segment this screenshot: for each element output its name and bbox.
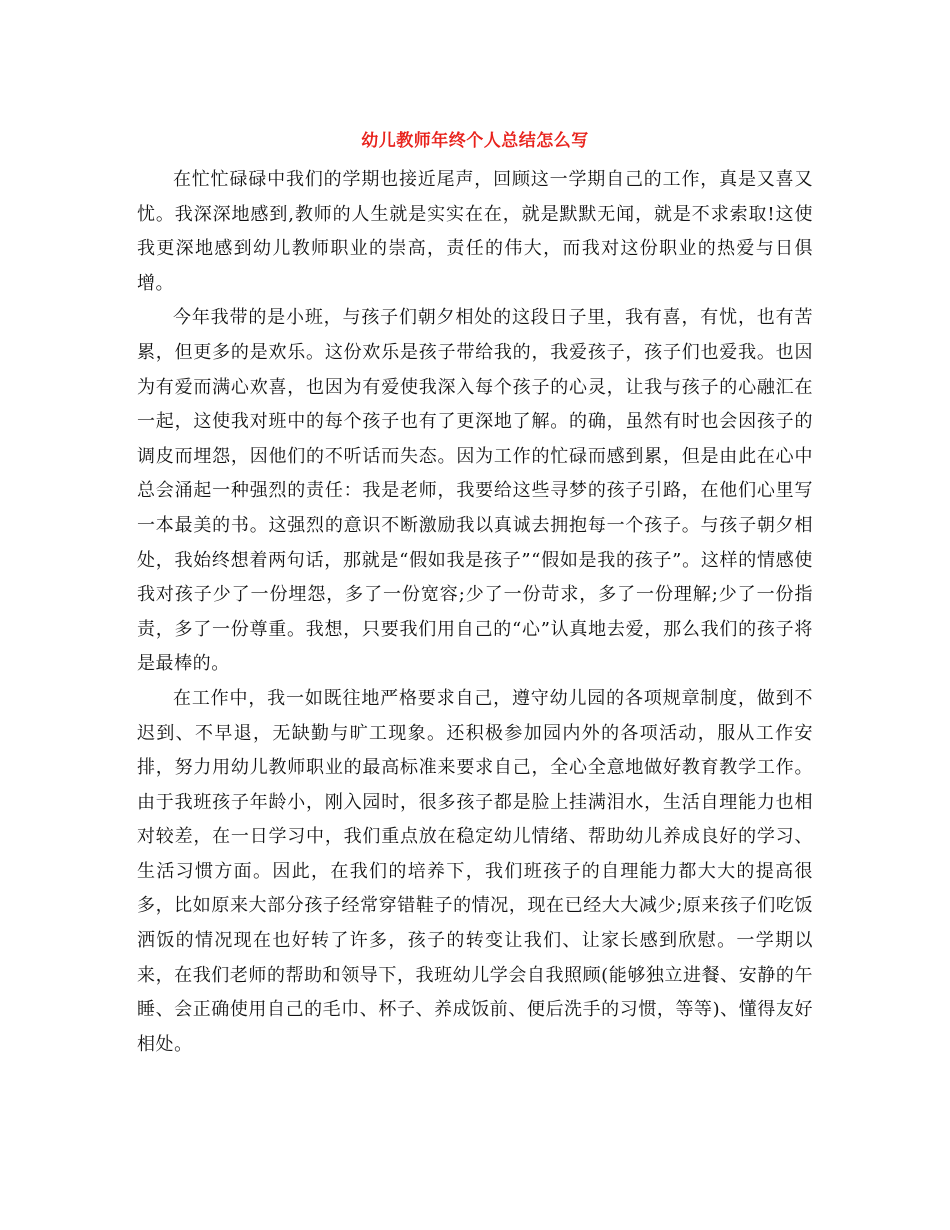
document-body [137, 163, 813, 1062]
paragraph-intro: 在忙忙碌碌中我们的学期也接近尾声，回顾这一学期自己的工作，真是又喜又忧。我深深地感到,教师的人生就是实实在在，就是默默无闻，就是不求索取!这使我更深地感到幼儿教师职业的崇高，责任的伟大，而我对这份职业的热爱与日俱增。 [137, 169, 813, 294]
paragraph-class-experience: 今年我带的是小班，与孩子们朝夕相处的这段日子里，我有喜，有忧，也有苦累，但更多的是欢乐。这份欢乐是孩子带给我的，我爱孩子，孩子们也爱我。也因为有爱而满心欢喜，也因为有爱使我深入每个孩子的心灵，让我与孩子的心融汇在一起，这使我对班中的每个孩子也有了更深地了解。的确，虽然有时也会因孩子的调皮而埋怨，因他们的不听话而失态。因为工作的忙碌而感到累，但是由此在心中总会涌起一种强烈的责任：我是老师，我要给这些寻梦的孩子引路，在他们心里写一本最美的书。这强烈的意识不断激励我以真诚去拥抱每一个孩子。与孩子朝夕相处，我始终想着两句话，那就是“假如我是孩子”“假如是我的孩子”。这样的情感使我对孩子少了一份埋怨，多了一份宽容;少了一份苛求，多了一份理解;少了一份指责，多了一份尊重。我想，只要我们用自己的“心”认真地去爱，那么我们的孩子将是最棒的。 [137, 307, 813, 675]
document-title: 幼儿教师年终个人总结怎么写 [361, 131, 589, 151]
paragraph-work-conduct: 在工作中，我一如既往地严格要求自己，遵守幼儿园的各项规章制度，做到不迟到、不早退，无缺勤与旷工现象。还积极参加园内外的各项活动，服从工作安排，努力用幼儿教师职业的最高标准来要求自己，全心全意地做好教育教学工作。由于我班孩子年龄小，刚入园时，很多孩子都是脸上挂满泪水，生活自理能力也相对较差，在一日学习中，我们重点放在稳定幼儿情绪、帮助幼儿养成良好的学习、生活习惯方面。因此，在我们的培养下，我们班孩子的自理能力都大大的提高很多，比如原来大部分孩子经常穿错鞋子的情况，现在已经大大减少;原来孩子们吃饭洒饭的情况现在也好转了许多，孩子的转变让我们、让家长感到欣慰。一学期以来，在我们老师的帮助和领导下，我班幼儿学会自我照顾(能够独立进餐、安静的午睡、会正确使用自己的毛巾、杯子、养成饭前、便后洗手的习惯，等等)、懂得友好相处。 [137, 687, 813, 1055]
